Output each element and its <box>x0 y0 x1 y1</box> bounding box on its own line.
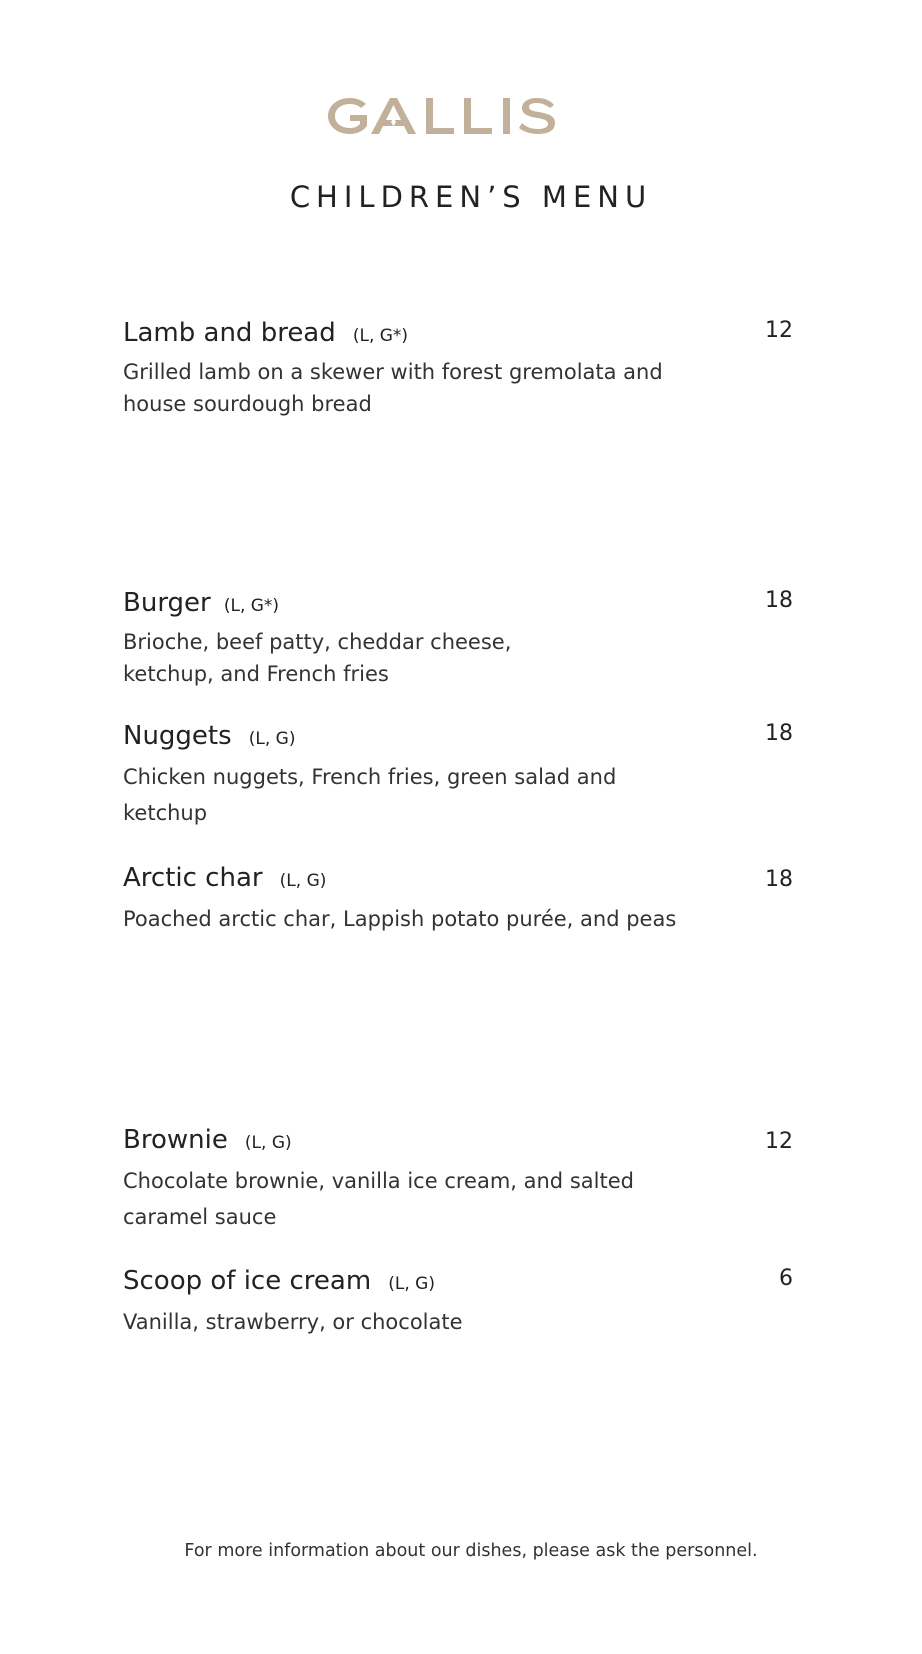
menu-item-description: Chocolate brownie, vanilla ice cream, and salted caramel sauce <box>123 1169 634 1229</box>
menu-item <box>123 721 793 831</box>
menu-item-price: 18 <box>765 588 793 613</box>
menu-item-price: 18 <box>765 867 793 892</box>
menu-item-description: Poached arctic char, Lappish potato purée, and peas <box>123 907 677 931</box>
menu-item-price: 12 <box>765 1129 793 1154</box>
menu-item-name: Nuggets <box>123 721 232 751</box>
menu-item <box>123 588 793 690</box>
menu-item <box>123 318 793 420</box>
menu-item-allergen-tags: (L, G) <box>388 1274 435 1294</box>
menu-item-description: Vanilla, strawberry, or chocolate <box>123 1310 463 1334</box>
menu-item-description: Brioche, beef patty, cheddar cheese, ketchup, and French fries <box>123 630 512 686</box>
menu-item-allergen-tags: (L, G*) <box>352 326 409 346</box>
menu-item-allergen-tags: (L, G) <box>248 729 296 749</box>
menu-item <box>123 863 793 937</box>
menu-item-allergen-tags: (L, G*) <box>223 596 280 616</box>
menu-title: CHILDREN’S MENU <box>289 180 653 214</box>
menu-item-header <box>123 1266 793 1300</box>
menu-item <box>123 1125 793 1235</box>
menu-item-description: Chicken nuggets, French fries, green salad and ketchup <box>123 765 617 825</box>
menu-item-description: Grilled lamb on a skewer with forest gremolata and house sourdough bread <box>123 360 663 416</box>
menu-item-header <box>123 721 793 755</box>
menu-item-name: Scoop of ice cream <box>123 1266 372 1296</box>
menu-item-name: Lamb and bread <box>123 318 336 348</box>
footer-note: For more information about our dishes, please ask the personnel. <box>184 1541 758 1561</box>
gallis-logo-wordmark <box>326 96 596 136</box>
menu-item-price: 12 <box>765 318 793 343</box>
menu-item-allergen-tags: (L, G) <box>279 871 327 891</box>
menu-item-price: 18 <box>765 721 793 746</box>
menu-item-name: Burger <box>123 588 211 618</box>
menu-item-header <box>123 588 793 622</box>
menu-item-header <box>123 318 793 352</box>
menu-item-allergen-tags: (L, G) <box>244 1133 292 1153</box>
menu-item-name: Brownie <box>123 1125 228 1155</box>
menu-item-header <box>123 1125 793 1159</box>
menu-item-header <box>123 863 793 897</box>
menu-item <box>123 1266 793 1340</box>
menu-item-price: 6 <box>779 1266 793 1291</box>
gallis-logo <box>0 96 922 140</box>
menu-item-name: Arctic char <box>123 863 263 893</box>
